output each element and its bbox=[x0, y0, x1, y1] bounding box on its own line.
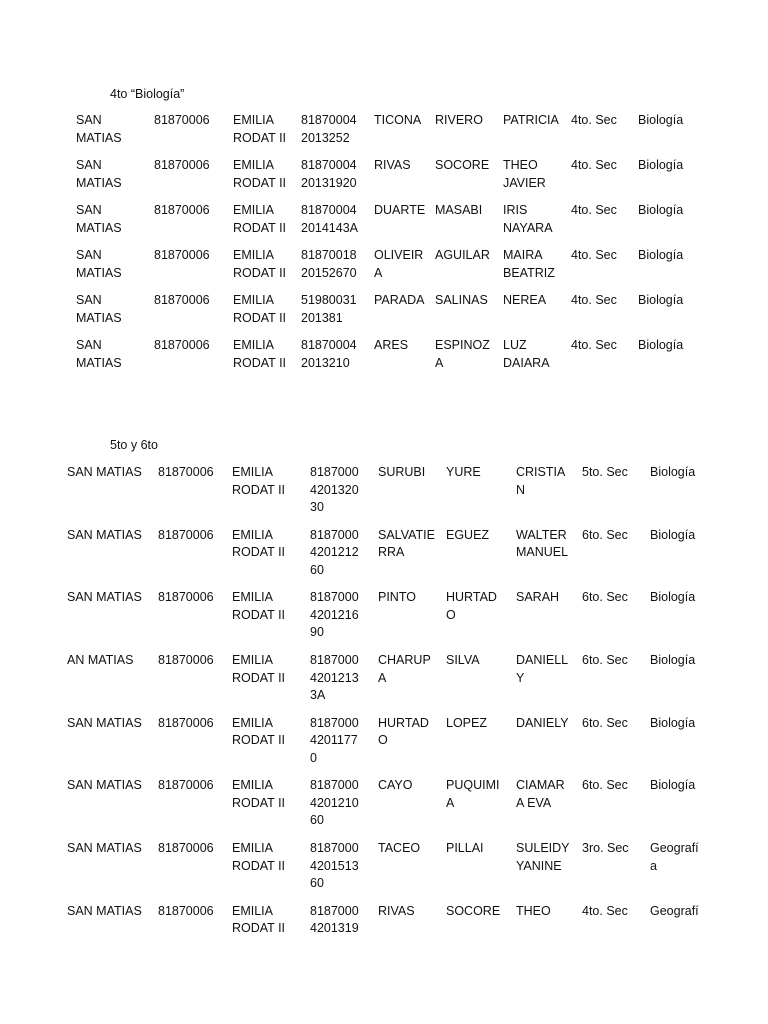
table-cell: 81870006 bbox=[158, 465, 214, 479]
student-table-5to-6to bbox=[67, 464, 706, 966]
table-cell: 81870006 bbox=[154, 158, 210, 172]
table-cell: EMILIA RODAT II bbox=[233, 203, 287, 235]
table-cell: HURTAD O bbox=[446, 590, 497, 622]
table-cell: EMILIA RODAT II bbox=[233, 113, 287, 145]
table-cell: 4to. Sec bbox=[571, 248, 617, 262]
table-row bbox=[76, 157, 698, 202]
table-cell: RIVERO bbox=[435, 113, 483, 127]
table-row bbox=[67, 903, 706, 966]
table-cell: CRISTIA N bbox=[516, 465, 566, 497]
table-cell: THEO JAVIER bbox=[503, 158, 546, 190]
table-cell: IRIS NAYARA bbox=[503, 203, 553, 235]
table-cell: 81870006 bbox=[158, 903, 214, 918]
table-cell: 81870006 bbox=[154, 338, 210, 352]
table-cell: SILVA bbox=[446, 653, 480, 668]
table-cell: SAN MATIAS bbox=[67, 715, 142, 730]
table-cell: 81870006 bbox=[158, 653, 214, 668]
table-cell: 3ro. Sec bbox=[582, 841, 629, 856]
table-cell: EMILIA RODAT II bbox=[232, 590, 286, 622]
table-cell: YURE bbox=[446, 465, 481, 479]
section-heading-5to-6to: 5to y 6to bbox=[110, 438, 158, 452]
table-cell: EMILIA RODAT II bbox=[232, 903, 286, 936]
table-cell: Biología bbox=[650, 590, 696, 605]
table-cell: SAN MATIAS bbox=[76, 248, 122, 280]
table-cell: Geografí a bbox=[650, 841, 699, 873]
table-cell: 8187000 4201212 60 bbox=[310, 527, 359, 577]
table-cell: 81870006 bbox=[158, 590, 214, 605]
table-cell: Biología bbox=[650, 465, 696, 479]
table-cell: Biología bbox=[650, 715, 696, 730]
table-cell: EMILIA RODAT II bbox=[233, 248, 287, 280]
table-row bbox=[76, 202, 698, 247]
table-cell: WALTER MANUEL bbox=[516, 527, 569, 560]
table-cell: Biología bbox=[650, 653, 696, 668]
table-cell: MAIRA BEATRIZ bbox=[503, 248, 555, 280]
table-row bbox=[76, 337, 698, 382]
table-cell: Biología bbox=[638, 338, 684, 352]
table-row bbox=[67, 777, 706, 840]
table-cell: 4to. Sec bbox=[571, 113, 617, 127]
table-cell: 81870006 bbox=[158, 715, 214, 730]
table-cell: 81870006 bbox=[158, 527, 214, 542]
table-cell: 8187000 4201320 30 bbox=[310, 465, 359, 514]
table-cell: SULEIDY YANINE bbox=[516, 841, 570, 873]
table-cell: SALVATIE RRA bbox=[378, 527, 435, 560]
table-cell: EMILIA RODAT II bbox=[232, 715, 286, 748]
table-cell: 6to. Sec bbox=[582, 653, 628, 668]
student-table-4to bbox=[76, 112, 698, 382]
table-cell: 8187000 4201513 60 bbox=[310, 841, 359, 891]
student-table-5to-6to-body bbox=[67, 464, 706, 966]
table-row bbox=[67, 652, 706, 715]
table-cell: EMILIA RODAT II bbox=[233, 338, 287, 370]
table-cell: SAN MATIAS bbox=[76, 293, 122, 325]
table-cell: SAN MATIAS bbox=[67, 903, 142, 918]
table-cell: TICONA bbox=[374, 113, 422, 127]
table-cell: 81870004 2013252 bbox=[301, 113, 357, 145]
table-cell: SAN MATIAS bbox=[67, 465, 142, 479]
table-cell: 81870006 bbox=[158, 778, 214, 793]
table-cell: EMILIA RODAT II bbox=[232, 653, 286, 685]
table-cell: PATRICIA bbox=[503, 113, 559, 127]
table-cell: LUZ DAIARA bbox=[503, 338, 550, 370]
table-cell: THEO bbox=[516, 903, 551, 918]
table-cell: AGUILAR bbox=[435, 248, 490, 262]
table-cell: 4to. Sec bbox=[571, 293, 617, 307]
table-cell: 6to. Sec bbox=[582, 715, 628, 730]
table-cell: CAYO bbox=[378, 778, 413, 793]
table-cell: Biología bbox=[638, 248, 684, 262]
table-row bbox=[67, 589, 706, 652]
table-cell: SAN MATIAS bbox=[67, 778, 142, 793]
table-cell: 8187000 4201319 bbox=[310, 903, 359, 936]
table-cell: 8187000 4201216 90 bbox=[310, 590, 359, 640]
table-cell: 81870006 bbox=[158, 841, 214, 856]
table-cell: 4to. Sec bbox=[582, 903, 628, 918]
table-row bbox=[67, 464, 706, 527]
table-cell: SAN MATIAS bbox=[76, 203, 122, 235]
table-cell: 4to. Sec bbox=[571, 203, 617, 217]
table-cell: ARES bbox=[374, 338, 409, 352]
table-cell: 8187000 4201177 0 bbox=[310, 715, 359, 765]
table-cell: EMILIA RODAT II bbox=[232, 527, 286, 560]
table-cell: 8187000 4201210 60 bbox=[310, 778, 359, 828]
table-cell: SURUBI bbox=[378, 465, 426, 479]
table-cell: EMILIA RODAT II bbox=[233, 293, 287, 325]
table-cell: SAN MATIAS bbox=[67, 590, 142, 605]
table-cell: Biología bbox=[650, 527, 696, 542]
table-cell: 81870004 2013210 bbox=[301, 338, 357, 370]
table-cell: ESPINOZ A bbox=[435, 338, 490, 370]
table-row bbox=[76, 292, 698, 337]
table-row bbox=[67, 840, 706, 903]
table-cell: 81870018 20152670 bbox=[301, 248, 357, 280]
table-cell: SAN MATIAS bbox=[67, 527, 142, 542]
table-cell: OLIVEIR A bbox=[374, 248, 424, 280]
table-cell: 81870006 bbox=[154, 248, 210, 262]
table-cell: 81870006 bbox=[154, 203, 210, 217]
table-cell: Biología bbox=[638, 113, 684, 127]
table-cell: DANIELY bbox=[516, 715, 569, 730]
table-cell: Geografí bbox=[650, 903, 699, 918]
table-cell: EMILIA RODAT II bbox=[232, 465, 286, 497]
table-cell: CHARUP A bbox=[378, 653, 431, 685]
student-table-4to-body bbox=[76, 112, 698, 382]
table-cell: SAN MATIAS bbox=[76, 338, 122, 370]
section-heading-4to-biologia: 4to “Biología” bbox=[110, 87, 185, 101]
table-cell: 4to. Sec bbox=[571, 158, 617, 172]
table-cell: SARAH bbox=[516, 590, 560, 605]
table-cell: 81870006 bbox=[154, 293, 210, 307]
table-cell: RIVAS bbox=[374, 158, 411, 172]
table-cell: 8187000 4201213 3A bbox=[310, 653, 359, 703]
table-cell: LOPEZ bbox=[446, 715, 487, 730]
table-cell: SAN MATIAS bbox=[76, 158, 122, 190]
table-cell: 51980031 201381 bbox=[301, 293, 357, 325]
table-cell: MASABI bbox=[435, 203, 483, 217]
table-cell: SALINAS bbox=[435, 293, 488, 307]
table-cell: 6to. Sec bbox=[582, 527, 628, 542]
table-cell: PILLAI bbox=[446, 841, 484, 856]
table-row bbox=[67, 715, 706, 778]
table-cell: 6to. Sec bbox=[582, 590, 628, 605]
table-cell: Biología bbox=[638, 293, 684, 307]
table-cell: 81870004 2014143A bbox=[301, 203, 359, 235]
table-cell: SAN MATIAS bbox=[67, 841, 142, 856]
table-cell: HURTAD O bbox=[378, 715, 429, 748]
table-cell: Biología bbox=[650, 778, 696, 793]
table-row bbox=[67, 527, 706, 590]
table-cell: Biología bbox=[638, 158, 684, 172]
table-cell: PARADA bbox=[374, 293, 425, 307]
table-cell: TACEO bbox=[378, 841, 421, 856]
table-cell: SAN MATIAS bbox=[76, 113, 122, 145]
table-row bbox=[76, 247, 698, 292]
table-cell: EMILIA RODAT II bbox=[232, 841, 286, 873]
table-cell: SOCORE bbox=[446, 903, 501, 918]
table-cell: SOCORE bbox=[435, 158, 490, 172]
table-cell: EMILIA RODAT II bbox=[232, 778, 286, 810]
table-row bbox=[76, 112, 698, 157]
table-cell: 4to. Sec bbox=[571, 338, 617, 352]
table-cell: RIVAS bbox=[378, 903, 415, 918]
table-cell: CIAMAR A EVA bbox=[516, 778, 565, 810]
table-cell: 81870004 20131920 bbox=[301, 158, 357, 190]
table-cell: Biología bbox=[638, 203, 684, 217]
table-cell: 5to. Sec bbox=[582, 465, 628, 479]
table-cell: PUQUIMI A bbox=[446, 778, 500, 810]
table-cell: DANIELL Y bbox=[516, 653, 569, 685]
table-cell: 81870006 bbox=[154, 113, 210, 127]
table-cell: PINTO bbox=[378, 590, 416, 605]
table-cell: DUARTE bbox=[374, 203, 426, 217]
table-cell: EMILIA RODAT II bbox=[233, 158, 287, 190]
table-cell: NEREA bbox=[503, 293, 547, 307]
table-cell: EGUEZ bbox=[446, 527, 490, 542]
table-cell: 6to. Sec bbox=[582, 778, 628, 793]
table-cell: AN MATIAS bbox=[67, 653, 134, 668]
